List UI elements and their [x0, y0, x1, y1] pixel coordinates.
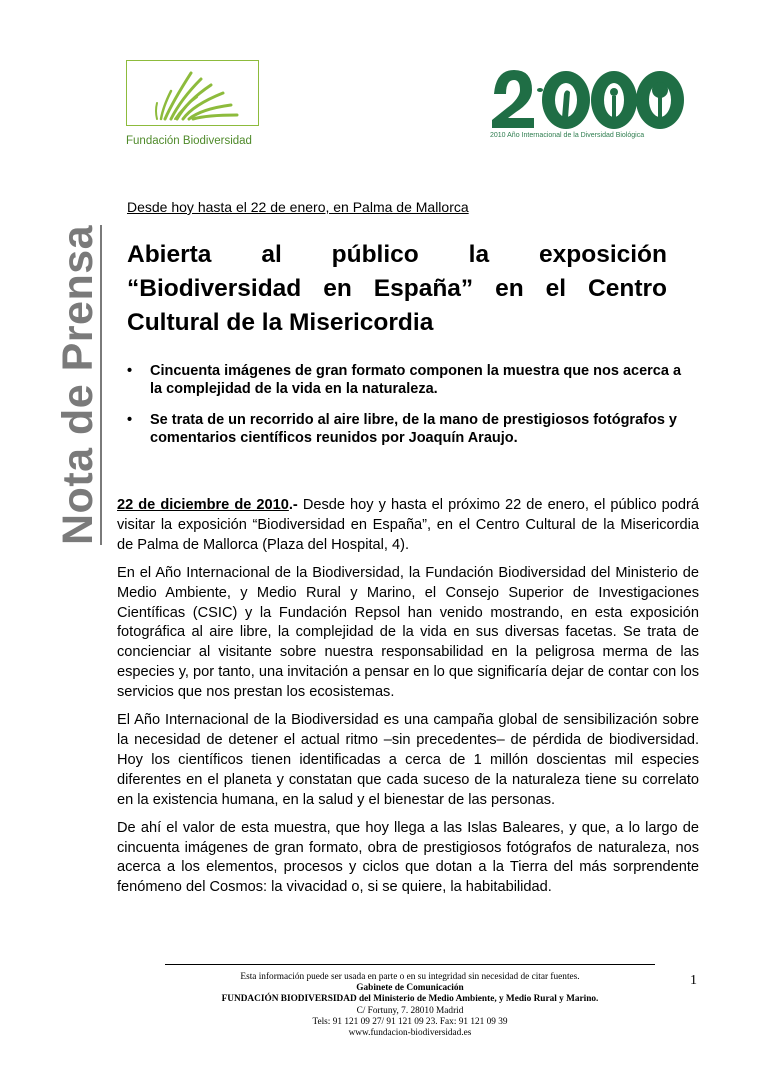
logo-name: Fundación Biodiversidad	[126, 135, 252, 147]
grass-icon	[127, 61, 260, 127]
logo-caption: 2010 Año Internacional de la Diversidad Biológica	[490, 132, 645, 139]
dateline: 22 de diciembre de 2010	[117, 497, 289, 513]
footer	[165, 972, 655, 1039]
bullet-text: Cincuenta imágenes de gran formato componen la muestra que nos acerca a la complejidad de la vida en la naturaleza.	[150, 363, 682, 397]
paragraph-text: Desde hoy y hasta el próximo 22 de enero, el público podrá visitar la exposición “Biodiversidad en España”, en el Centro Cultural de la Misericordia de Palma de Mallorca (Plaza del Hospital, 4).	[117, 497, 699, 553]
bullet-icon: •	[127, 363, 133, 379]
footer-organization: FUNDACIÓN BIODIVERSIDAD del Ministerio de Medio Ambiente, y Medio Rural y Marino.	[221, 994, 599, 1005]
footer-disclaimer: Esta información puede ser usada en parte o en su integridad sin necesidad de citar fuentes.	[240, 972, 580, 982]
subtitle: Desde hoy hasta el 22 de enero, en Palma de Mallorca	[127, 199, 469, 215]
press-release-side-label: Nota de Prensa	[54, 224, 102, 545]
list-item	[127, 362, 697, 398]
bullet-text: Se trata de un recorrido al aire libre, de la mano de prestigiosos fotógrafos y comentarios científicos reunidos por Joaquín Araujo.	[150, 412, 677, 446]
logo-frame	[126, 60, 259, 126]
headline: Abierta al público la exposición “Biodiversidad en España” en el Centro Cultural de la Misericordia	[127, 241, 667, 336]
year-2010-logo	[488, 64, 688, 144]
dateline-separator: .-	[288, 497, 298, 513]
fundacion-biodiversidad-logo	[126, 60, 260, 150]
footer-phones: Tels: 91 121 09 27/ 91 121 09 23. Fax: 91 121 09 39	[312, 1016, 508, 1027]
paragraph: El Año Internacional de la Biodiversidad es una campaña global de sensibilización sobre la necesidad de detener el actual ritmo –sin precedentes– de pérdida de biodiversidad. Hoy los científicos tienen identificadas a cerca de 1 millón doscientas mil especies diferentes en el planeta y constatan que cada suceso de la naturaleza tiene su correlato en la existencia humana, en la salud y el bienestar de las personas.	[117, 712, 699, 808]
list-item	[127, 411, 697, 447]
page-number: 1	[690, 973, 697, 988]
paragraph	[117, 496, 699, 556]
footer-department: Gabinete de Comunicación	[356, 983, 464, 994]
footer-website[interactable]: www.fundacion-biodiversidad.es	[348, 1028, 472, 1039]
paragraph: De ahí el valor de esta muestra, que hoy llega a las Islas Baleares, y que, a lo largo de cincuenta imágenes de gran formato, obra de prestigiosos fotógrafos de naturaleza, nos acerca a los elementos, procesos y ciclos que dotan a la Tierra del más sorprendente fenómeno del Cosmos: la vivacidad o, si se quiere, la habitabilidad.	[117, 819, 699, 896]
footer-divider	[165, 964, 655, 965]
bullet-icon: •	[127, 412, 133, 428]
footer-address: C/ Fortuny, 7. 28010 Madrid	[356, 1005, 464, 1016]
biodiversity-2010-icon	[488, 64, 688, 130]
highlights-list	[127, 362, 697, 460]
paragraph: En el Año Internacional de la Biodiversidad, la Fundación Biodiversidad del Ministerio de Medio Ambiente, y Medio Rural y Marino, el Consejo Superior de Investigaciones Científicas (CSIC) y la Fundación Repsol han venido mostrando, en esta exposición fotográfica al aire libre, la complejidad de la vida en sus diversas facetas. Se trata de concienciar al visitante sobre nuestra responsabilidad en la peligrosa merma de las especies y, por tanto, una invitación a pensar en lo que significaría dejar de contar con los servicios que nos prestan los ecosistemas.	[117, 564, 699, 701]
article-body	[117, 496, 699, 906]
